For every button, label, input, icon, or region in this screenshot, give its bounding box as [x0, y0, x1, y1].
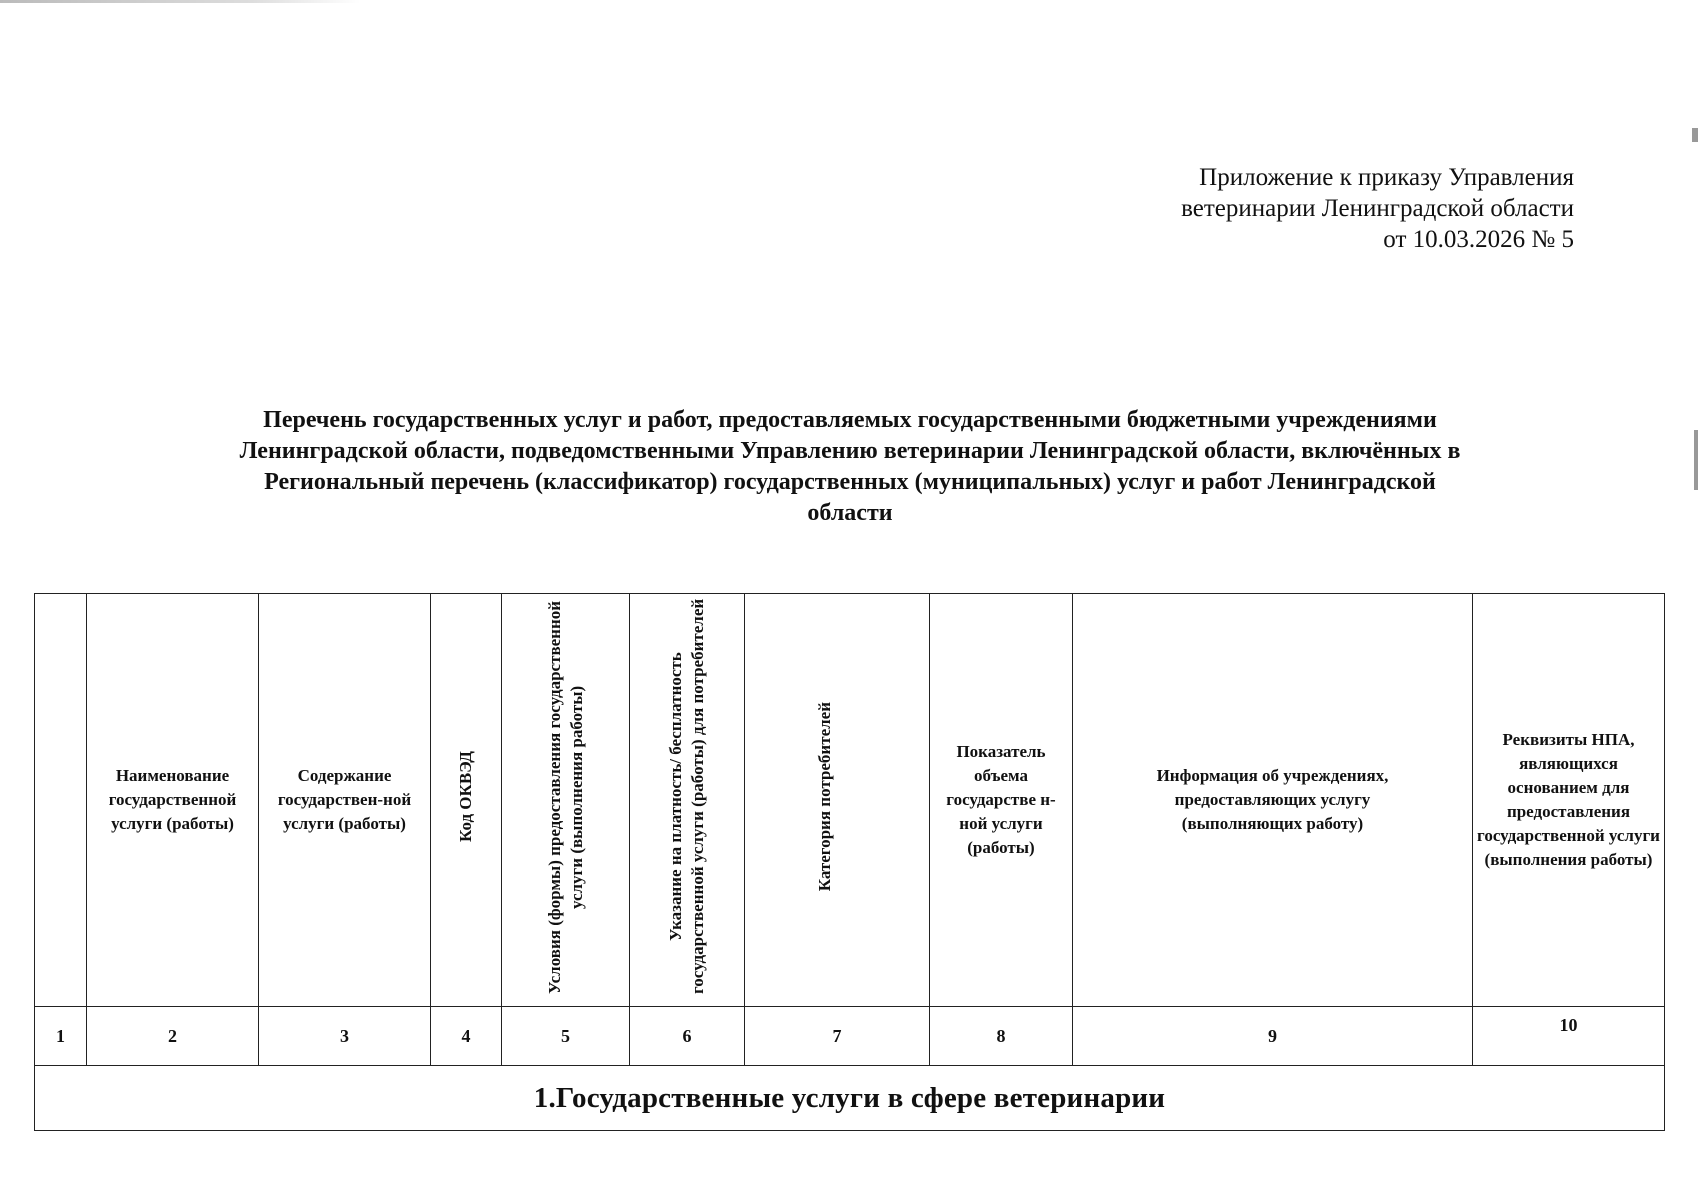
services-table — [34, 593, 1665, 1131]
document-title — [110, 405, 1590, 529]
scan-artifact — [0, 0, 360, 3]
header-cell-service-content: Содержание государствен-ной услуги (работы) — [259, 594, 431, 1007]
header-cell-volume-indicator: Показатель объема государстве н-ной услуги (работы) — [930, 594, 1073, 1007]
header-cell-legal-acts: Реквизиты НПА, являющихся основанием для предоставления государственной услуги (выполнения работы) — [1473, 594, 1665, 1007]
column-number: 4 — [431, 1007, 502, 1066]
header-payment-text: Указание на платность/ бесплатность государственной услуги (работы) для потребителей — [666, 598, 707, 995]
table-header-row — [35, 594, 1665, 1007]
header-cell-consumers — [745, 594, 930, 1007]
header-cell-payment — [630, 594, 745, 1007]
header-cell-conditions — [502, 594, 630, 1007]
section-title: 1.Государственные услуги в сфере ветеринарии — [35, 1066, 1665, 1131]
header-cell-number — [35, 594, 87, 1007]
column-number: 5 — [502, 1007, 630, 1066]
scan-edge-mark — [1692, 128, 1698, 142]
header-consumers-text: Категория потребителей — [815, 701, 834, 892]
appendix-header — [1181, 162, 1574, 255]
header-cell-service-name: Наименование государственной услуги (работы) — [87, 594, 259, 1007]
column-numbers-row — [35, 1007, 1665, 1066]
appendix-line: Приложение к приказу Управления — [1199, 164, 1574, 191]
header-cell-institutions-info: Информация об учреждениях, предоставляющих услугу (выполняющих работу) — [1073, 594, 1473, 1007]
header-cell-okved — [431, 594, 502, 1007]
header-conditions-text: Условия (формы) предоставления государственной услуги (выполнения работы) — [544, 599, 586, 994]
title-line: Перечень государственных услуг и работ, предоставляемых государственными бюджетными учреждениями — [263, 407, 1437, 433]
title-line: Ленинградской области, подведомственными Управлению ветеринарии Ленинградской области, включённых в — [239, 438, 1461, 464]
title-line: Региональный перечень (классификатор) государственных (муниципальных) услуг и работ Ленинградской — [264, 469, 1436, 495]
appendix-line: от 10.03.2026 № 5 — [1383, 226, 1574, 253]
appendix-line: ветеринарии Ленинградской области — [1181, 195, 1574, 222]
scan-edge-mark — [1694, 430, 1698, 490]
column-number: 1 — [35, 1007, 87, 1066]
header-okved-text: Код ОКВЭД — [456, 750, 475, 843]
column-number: 3 — [259, 1007, 431, 1066]
section-row — [35, 1066, 1665, 1131]
column-number: 7 — [745, 1007, 930, 1066]
column-number: 10 — [1473, 1007, 1665, 1066]
column-number: 6 — [630, 1007, 745, 1066]
column-number: 9 — [1073, 1007, 1473, 1066]
column-number: 8 — [930, 1007, 1073, 1066]
column-number: 2 — [87, 1007, 259, 1066]
title-line: области — [807, 500, 893, 526]
